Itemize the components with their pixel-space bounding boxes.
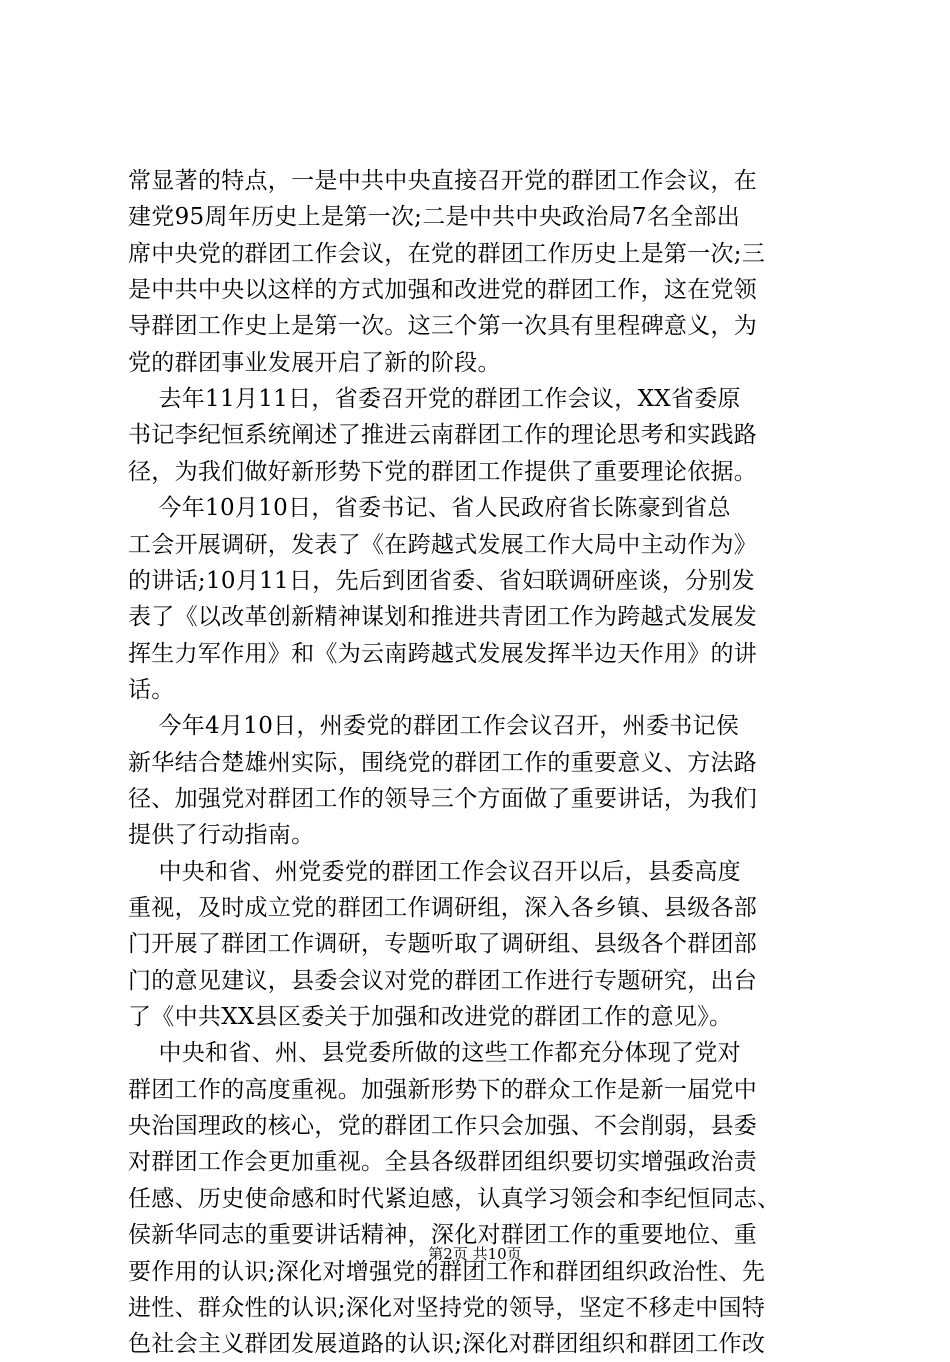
text-line: 重视，及时成立党的群团工作调研组，深入各乡镇、县级各部 — [128, 895, 758, 921]
text-line: 对群团工作会更加重视。全县各级群团组织要切实增强政治责 — [128, 1149, 758, 1176]
text-line: 表了《以改革创新精神谋划和推进共青团工作为跨越式发展发 — [128, 604, 758, 631]
text-line: 了《中共XX县区委关于加强和改进党的群团工作的意见》。 — [128, 1004, 733, 1031]
text-line: 今年10月10日，省委书记、省人民政府省长陈豪到省总 — [128, 495, 731, 522]
text-line: 群团工作的高度重视。加强新形势下的群众工作是新一届党中 — [128, 1076, 758, 1103]
text-line: 导群团工作史上是第一次。这三个第一次具有里程碑意义，为 — [128, 313, 758, 340]
text-line: 新华结合楚雄州实际，围绕党的群团工作的重要意义、方法路 — [128, 749, 758, 776]
text-line: 挥生力军作用》和《为云南跨越式发展发挥半边天作用》的讲 — [128, 640, 758, 667]
text-line: 去年11月11日，省委召开党的群团工作会议，XX省委原 — [128, 386, 741, 413]
text-line: 侯新华同志的重要讲话精神，深化对群团工作的重要地位、重 — [128, 1222, 758, 1249]
text-line: 门的意见建议，县委会议对党的群团工作进行专题研究，出台 — [128, 967, 758, 994]
text-line: 工会开展调研，发表了《在跨越式发展工作大局中主动作为》 — [128, 531, 758, 558]
text-line: 党的群团事业发展开启了新的阶段。 — [128, 349, 501, 376]
page-footer: 第2页 共10页 — [428, 1245, 522, 1263]
text-line: 今年4月10日，州委党的群团工作会议召开，州委书记侯 — [128, 713, 740, 740]
text-line: 色社会主义群团发展道路的认识;深化对群团组织和群团工作改 — [128, 1331, 766, 1358]
text-line: 的讲话;10月11日，先后到团省委、省妇联调研座谈，分别发 — [128, 567, 755, 594]
text-line: 话。 — [128, 676, 175, 703]
text-line: 要作用的认识;深化对增强党的群团工作和群团组织政治性、先 — [128, 1258, 766, 1285]
text-line: 进性、群众性的认识;深化对坚持党的领导，坚定不移走中国特 — [128, 1294, 766, 1321]
text-line: 径，为我们做好新形势下党的群团工作提供了重要理论依据。 — [128, 458, 758, 485]
text-line: 任感、历史使命感和时代紧迫感，认真学习领会和李纪恒同志、 — [128, 1185, 781, 1212]
text-line: 中央和省、州党委党的群团工作会议召开以后，县委高度 — [128, 858, 741, 885]
text-line: 门开展了群团工作调研，专题听取了调研组、县级各个群团部 — [128, 931, 758, 958]
text-line: 建党95周年历史上是第一次;二是中共中央政治局7名全部出 — [128, 204, 741, 231]
text-line: 书记李纪恒系统阐述了推进云南群团工作的理论思考和实践路 — [128, 422, 758, 449]
text-line: 央治国理政的核心，党的群团工作只会加强、不会削弱，县委 — [128, 1113, 758, 1140]
text-line: 提供了行动指南。 — [128, 822, 315, 849]
text-line: 是中共中央以这样的方式加强和改进党的群团工作，这在党领 — [128, 277, 758, 304]
text-line: 常显著的特点，一是中共中央直接召开党的群团工作会议，在 — [128, 168, 758, 194]
text-line: 席中央党的群团工作会议，在党的群团工作历史上是第一次;三 — [128, 240, 766, 267]
text-line: 中央和省、州、县党委所做的这些工作都充分体现了党对 — [128, 1040, 741, 1067]
text-line: 径、加强党对群团工作的领导三个方面做了重要讲话，为我们 — [128, 785, 758, 812]
